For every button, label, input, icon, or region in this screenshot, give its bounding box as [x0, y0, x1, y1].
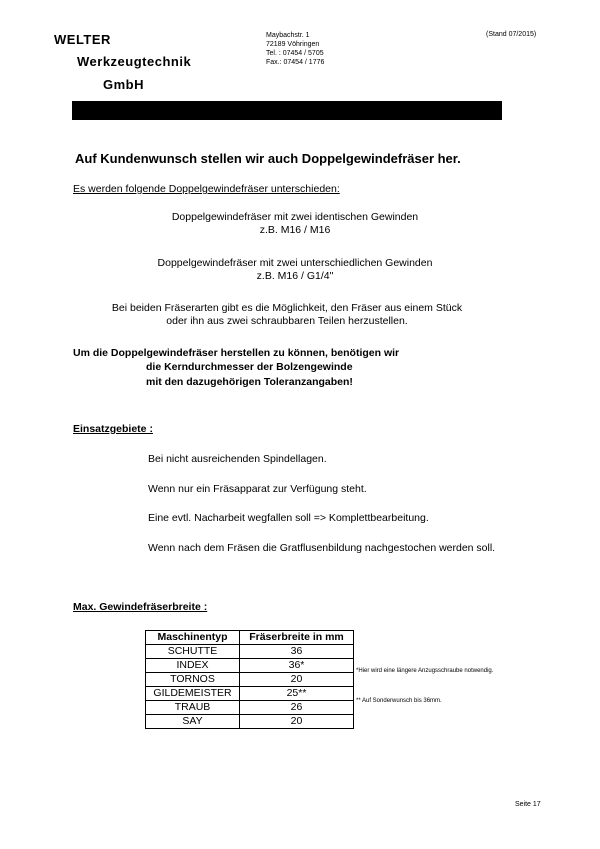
header-divider-bar — [72, 101, 502, 120]
type-different-example: z.B. M16 / G1/4" — [256, 270, 334, 282]
footnote-index: *Hier wird eine längere Anzugsschraube notwendig. — [356, 668, 494, 674]
table-row — [146, 645, 354, 659]
type-identical — [95, 211, 495, 237]
machine-cell: SAY — [146, 715, 240, 729]
type-different-desc: Doppelgewindefräser mit zwei unterschiedlichen Gewinden — [157, 257, 433, 269]
machine-cell: GILDEMEISTER — [146, 687, 240, 701]
company-name-line2: Werkzeugtechnik — [77, 54, 192, 69]
einsatz-item: Bei nicht ausreichenden Spindellagen. — [148, 453, 327, 465]
address-fax: Fax.: 07454 / 1776 — [266, 59, 325, 66]
column-header-width: Fräserbreite in mm — [240, 631, 354, 645]
company-name-line3: GmbH — [103, 77, 144, 92]
width-cell: 20 — [240, 715, 354, 729]
both-types-line1: Bei beiden Fräserarten gibt es die Möglichkeit, den Fräser aus einem Stück — [111, 302, 463, 314]
company-name-line1: WELTER — [54, 32, 111, 47]
machine-width-table — [145, 630, 354, 729]
einsatz-item: Eine evtl. Nacharbeit wegfallen soll => Komplettbearbeitung. — [148, 512, 429, 524]
width-cell: 36* — [240, 659, 354, 673]
width-cell: 20 — [240, 673, 354, 687]
einsatz-item: Wenn nach dem Fräsen die Gratflusenbildung nachgestochen werden soll. — [148, 542, 496, 554]
width-cell: 36 — [240, 645, 354, 659]
table-row — [146, 715, 354, 729]
table-header-row — [146, 631, 354, 645]
machine-cell: TRAUB — [146, 701, 240, 715]
machine-cell: TORNOS — [146, 673, 240, 687]
intro-text: Es werden folgende Doppelgewindefräser unterschieden: — [73, 183, 340, 195]
table-row — [146, 687, 354, 701]
both-types-note — [72, 302, 502, 328]
width-cell: 25** — [240, 687, 354, 701]
einsatz-heading: Einsatzgebiete : — [73, 423, 153, 435]
document-date: (Stand 07/2015) — [486, 31, 537, 38]
page-title: Auf Kundenwunsch stellen wir auch Doppelgewindefräser her. — [75, 151, 461, 166]
machine-cell: SCHUTTE — [146, 645, 240, 659]
einsatz-item: Wenn nur ein Fräsapparat zur Verfügung steht. — [148, 483, 367, 495]
company-address — [266, 31, 324, 67]
type-identical-example: z.B. M16 / M16 — [259, 224, 331, 236]
address-city: 72189 Vöhringen — [266, 41, 320, 48]
type-identical-desc: Doppelgewindefräser mit zwei identischen Gewinden — [171, 211, 419, 223]
table-row — [146, 659, 354, 673]
address-phone: Tel. : 07454 / 5705 — [266, 50, 324, 57]
breite-heading: Max. Gewindefräserbreite : — [73, 601, 208, 613]
column-header-machine: Maschinentyp — [146, 631, 240, 645]
requirement-line2: die Kerndurchmesser der Bolzengewinde — [146, 361, 353, 373]
requirement-line1: Um die Doppelgewindefräser herstellen zu können, benötigen wir — [73, 347, 400, 359]
type-different — [95, 257, 495, 283]
table-row — [146, 673, 354, 687]
machine-cell: INDEX — [146, 659, 240, 673]
table-row — [146, 701, 354, 715]
requirement-line3: mit den dazugehörigen Toleranzangaben! — [146, 376, 353, 388]
address-street: Maybachstr. 1 — [266, 32, 310, 39]
both-types-line2: oder ihn aus zwei schraubbaren Teilen herzustellen. — [166, 315, 408, 327]
footnote-gildemeister: ** Auf Sonderwunsch bis 36mm. — [356, 698, 442, 704]
page-number: Seite 17 — [515, 801, 541, 808]
width-cell: 26 — [240, 701, 354, 715]
